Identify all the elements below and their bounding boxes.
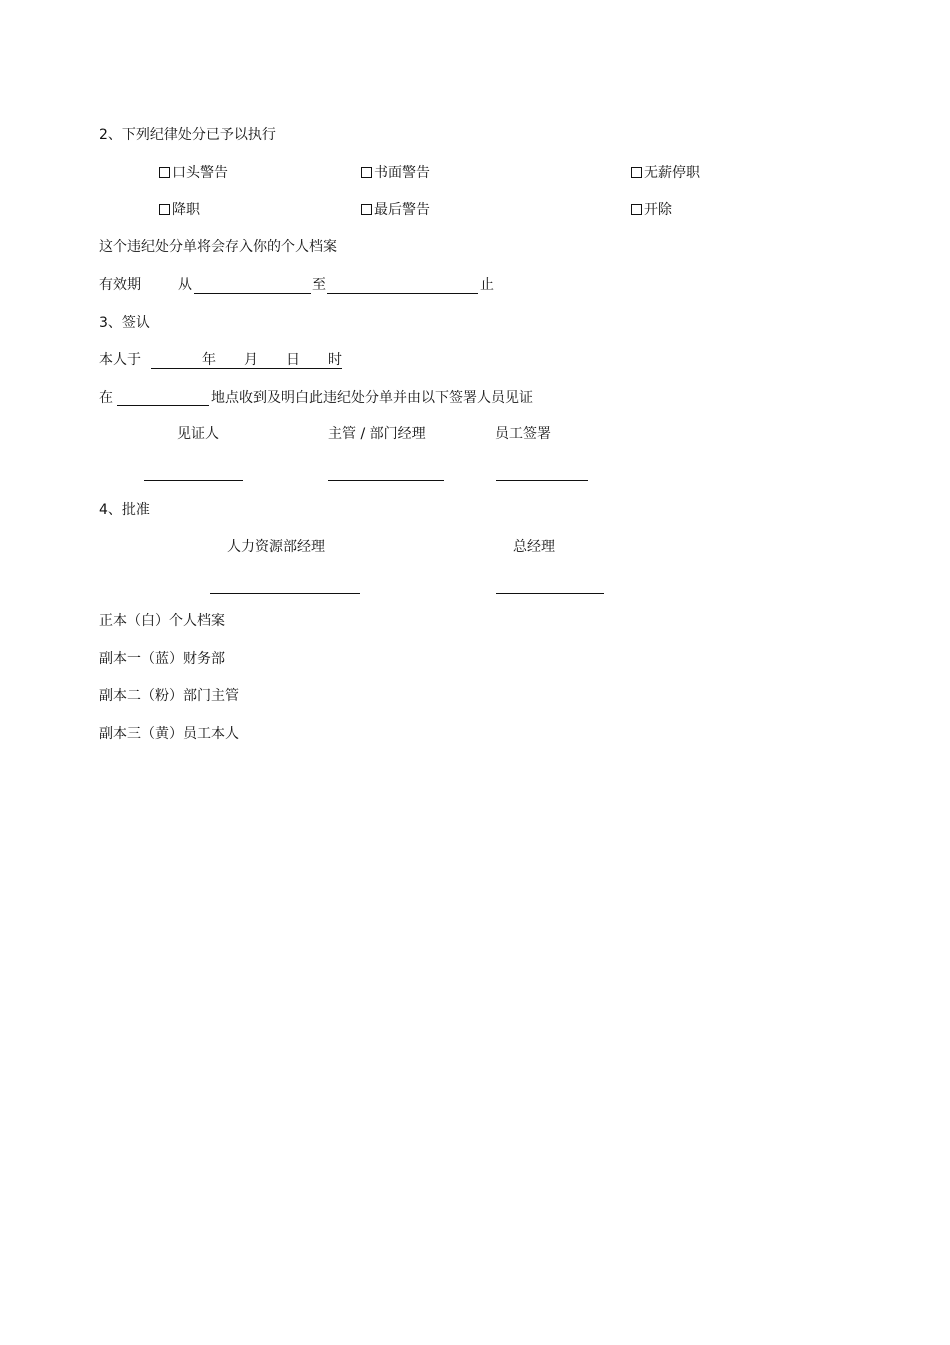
option-verbal-warning[interactable]: 口头警告	[159, 165, 228, 181]
signer-employee-label: 员工签署	[495, 426, 551, 442]
option-unpaid-suspension[interactable]: 无薪停职	[631, 165, 700, 181]
checkbox-icon[interactable]	[631, 204, 642, 215]
place-suffix: 地点收到及明白此违纪处分单并由以下签署人员见证	[211, 390, 533, 406]
section-2-title: 2、下列纪律处分已予以执行	[99, 127, 276, 143]
archive-note: 这个违纪处分单将会存入你的个人档案	[99, 239, 337, 255]
date-unit-hour: 时	[328, 352, 342, 368]
date-unit-day: 日	[286, 352, 300, 368]
option-demotion[interactable]: 降职	[159, 202, 200, 218]
gm-signature-line[interactable]	[496, 593, 604, 594]
checkbox-icon[interactable]	[159, 167, 170, 178]
approver-gm-label: 总经理	[513, 539, 555, 555]
copy-two: 副本二（粉）部门主管	[99, 688, 239, 704]
option-written-warning[interactable]: 书面警告	[361, 165, 430, 181]
copy-three: 副本三（黄）员工本人	[99, 726, 239, 742]
date-unit-year: 年	[202, 352, 216, 368]
manager-signature-line[interactable]	[328, 480, 444, 481]
validity-from: 从	[178, 277, 192, 293]
option-final-warning[interactable]: 最后警告	[361, 202, 430, 218]
hr-signature-line[interactable]	[210, 593, 360, 594]
checkbox-icon[interactable]	[631, 167, 642, 178]
validity-to-field[interactable]	[327, 293, 478, 294]
section-4-title: 4、批准	[99, 502, 150, 518]
signer-witness-label: 见证人	[177, 426, 219, 442]
option-dismissal[interactable]: 开除	[631, 202, 672, 218]
checkbox-icon[interactable]	[361, 167, 372, 178]
place-prefix: 在	[99, 390, 113, 406]
signer-manager-label: 主管 / 部门经理	[328, 426, 426, 442]
place-field[interactable]	[117, 405, 209, 406]
copy-original: 正本（白）个人档案	[99, 613, 225, 629]
validity-end: 止	[480, 277, 494, 293]
date-field[interactable]	[151, 368, 342, 369]
checkbox-icon[interactable]	[361, 204, 372, 215]
section-3-title: 3、签认	[99, 315, 150, 331]
validity-from-field[interactable]	[194, 293, 311, 294]
date-unit-month: 月	[244, 352, 258, 368]
copy-one: 副本一（蓝）财务部	[99, 651, 225, 667]
employee-signature-line[interactable]	[496, 480, 588, 481]
validity-label: 有效期	[99, 277, 141, 293]
validity-to: 至	[312, 277, 326, 293]
approver-hr-label: 人力资源部经理	[227, 539, 325, 555]
witness-signature-line[interactable]	[144, 480, 243, 481]
checkbox-icon[interactable]	[159, 204, 170, 215]
date-prefix: 本人于	[99, 352, 141, 368]
